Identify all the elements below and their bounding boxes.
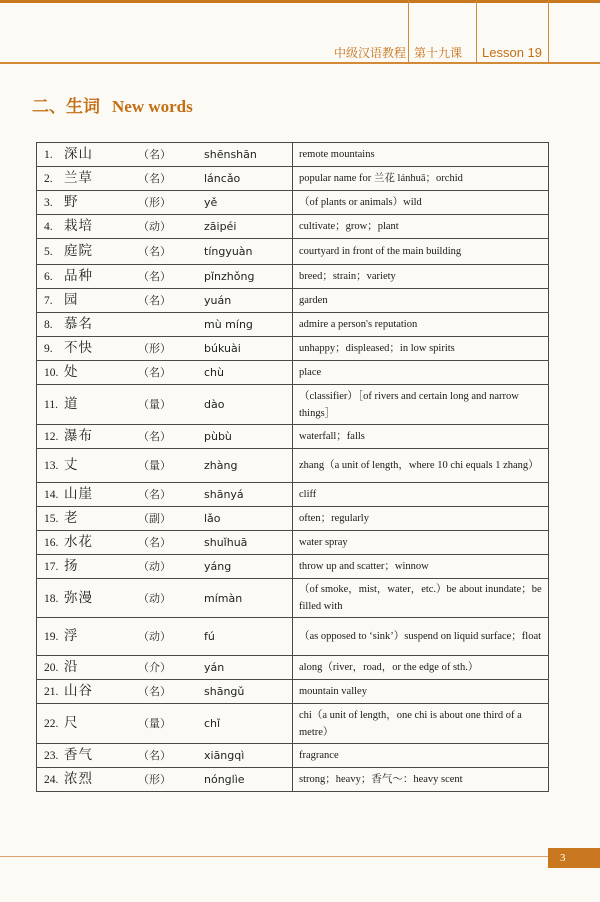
entry-number: 17. <box>44 561 59 573</box>
entry-word: 弥漫 <box>64 589 93 606</box>
entry-pinyin: lǎo <box>204 512 221 525</box>
entry-pos: （名） <box>138 245 171 258</box>
entry-pinyin: shāngǔ <box>204 685 245 698</box>
entry-cell <box>37 385 293 425</box>
entry-pinyin: mímàn <box>204 591 243 605</box>
top-rule <box>0 0 600 3</box>
entry-pinyin: pùbù <box>204 430 232 443</box>
entry-meaning: unhappy；displeased；in low spirits <box>293 337 549 361</box>
entry-number: 23. <box>44 750 59 762</box>
entry-pos: （名） <box>138 172 171 185</box>
entry-meaning: garden <box>293 289 549 313</box>
entry-pos: （名） <box>138 366 171 379</box>
entry-cell <box>37 313 293 337</box>
lesson-en: Lesson 19 <box>482 45 542 60</box>
entry-cell <box>37 239 293 265</box>
entry-meaning: （classifier）［of rivers and certain long and narrow things］ <box>293 385 549 425</box>
entry-number: 16. <box>44 537 59 549</box>
page-tab <box>548 848 600 868</box>
page-number: 3 <box>560 852 566 864</box>
table-row <box>37 215 549 239</box>
entry-pos: （名） <box>138 270 171 283</box>
entry-pinyin: yáng <box>204 560 232 573</box>
entry-cell <box>37 704 293 744</box>
entry-word: 栽培 <box>64 218 93 234</box>
entry-pos: （动） <box>138 560 171 573</box>
entry-pos: （名） <box>138 294 171 307</box>
entry-cell <box>37 167 293 191</box>
entry-cell <box>37 768 293 792</box>
entry-cell <box>37 143 293 167</box>
entry-pinyin: láncǎo <box>204 172 241 185</box>
entry-pos: （形） <box>138 196 171 209</box>
entry-meaning: place <box>293 361 549 385</box>
entry-pinyin: yě <box>204 196 218 209</box>
entry-number: 18. <box>44 592 59 605</box>
entry-cell <box>37 744 293 768</box>
table-row <box>37 337 549 361</box>
header-divider-1 <box>408 0 409 62</box>
entry-meaning: cliff <box>293 483 549 507</box>
entry-pinyin: dào <box>204 398 225 411</box>
entry-number: 13. <box>44 460 59 472</box>
table-row <box>37 143 549 167</box>
entry-cell <box>37 191 293 215</box>
entry-meaning: waterfall；falls <box>293 425 549 449</box>
entry-number: 2. <box>44 173 53 185</box>
entry-word: 山谷 <box>64 683 93 699</box>
entry-cell <box>37 215 293 239</box>
entry-cell <box>37 680 293 704</box>
entry-meaning: along（river，road，or the edge of sth.） <box>293 656 549 680</box>
entry-meaning: mountain valley <box>293 680 549 704</box>
header-divider-2 <box>476 0 477 62</box>
table-row <box>37 656 549 680</box>
entry-pinyin: fú <box>204 630 215 643</box>
entry-number: 12. <box>44 431 59 443</box>
entry-word: 香气 <box>64 747 93 763</box>
entry-number: 14. <box>44 489 59 501</box>
entry-number: 7. <box>44 295 53 307</box>
entry-pos: （动） <box>138 630 171 643</box>
entry-number: 15. <box>44 513 59 525</box>
entry-number: 19. <box>44 631 59 643</box>
entry-cell <box>37 289 293 313</box>
table-row <box>37 507 549 531</box>
entry-word: 处 <box>64 364 79 380</box>
header-rule <box>0 62 600 64</box>
table-row <box>37 425 549 449</box>
entry-word: 不快 <box>64 340 93 356</box>
bottom-rule <box>0 856 548 857</box>
entry-cell <box>37 449 293 483</box>
entry-pos: （形） <box>138 773 171 786</box>
table-row <box>37 768 549 792</box>
table-row <box>37 361 549 385</box>
entry-pos: （名） <box>138 536 171 549</box>
entry-pinyin: pǐnzhǒng <box>204 270 255 283</box>
entry-number: 10. <box>44 367 59 379</box>
entry-pos: （名） <box>138 685 171 698</box>
entry-pinyin: mù míng <box>204 318 253 331</box>
entry-meaning: breed；strain；variety <box>293 265 549 289</box>
entry-pos: （形） <box>138 342 171 355</box>
entry-word: 沿 <box>64 659 79 675</box>
entry-number: 6. <box>44 271 53 283</box>
entry-pos: （名） <box>138 749 171 762</box>
entry-meaning: cultivate；grow；plant <box>293 215 549 239</box>
entry-meaning: courtyard in front of the main building <box>293 239 549 265</box>
table-row <box>37 191 549 215</box>
entry-number: 21. <box>44 686 59 698</box>
table-row <box>37 704 549 744</box>
table-row <box>37 483 549 507</box>
entry-cell <box>37 531 293 555</box>
section-title-en: New words <box>112 97 193 116</box>
entry-number: 3. <box>44 197 53 209</box>
vocab-table <box>36 142 549 792</box>
entry-meaning: chi（a unit of length，one chi is about one third of a metre） <box>293 704 549 744</box>
table-row <box>37 449 549 483</box>
entry-word: 慕名 <box>64 316 93 332</box>
table-row <box>37 531 549 555</box>
entry-word: 园 <box>64 292 79 308</box>
entry-pos: （量） <box>138 398 171 411</box>
table-row <box>37 385 549 425</box>
table-row <box>37 618 549 656</box>
entry-meaning: strong；heavy；香气～：heavy scent <box>293 768 549 792</box>
entry-meaning: （of plants or animals）wild <box>293 191 549 215</box>
table-row <box>37 313 549 337</box>
entry-pinyin: shānyá <box>204 488 244 501</box>
entry-meaning: admire a person's reputation <box>293 313 549 337</box>
entry-meaning: zhang（a unit of length，where 10 chi equals 1 zhang） <box>293 449 549 483</box>
entry-pinyin: chù <box>204 366 224 379</box>
section-title <box>32 94 193 120</box>
entry-pinyin: xiāngqì <box>204 749 245 762</box>
entry-number: 5. <box>44 246 53 258</box>
entry-cell <box>37 425 293 449</box>
entry-cell <box>37 656 293 680</box>
entry-number: 24. <box>44 774 59 786</box>
entry-word: 浮 <box>64 628 79 644</box>
entry-pos: （名） <box>138 148 171 161</box>
entry-cell <box>37 337 293 361</box>
entry-word: 扬 <box>64 558 79 574</box>
entry-number: 11. <box>44 399 58 411</box>
header-divider-3 <box>548 0 549 62</box>
entry-word: 老 <box>64 510 79 526</box>
entry-number: 1. <box>44 149 53 161</box>
table-row <box>37 555 549 579</box>
entry-number: 9. <box>44 343 53 355</box>
entry-pinyin: yán <box>204 661 225 674</box>
entry-pinyin: shēnshān <box>204 148 257 161</box>
entry-pos: （名） <box>138 430 171 443</box>
entry-cell <box>37 265 293 289</box>
entry-meaning: （of smoke，mist，water，etc.）be about inundate；be filled with <box>293 579 549 618</box>
table-row <box>37 680 549 704</box>
table-row <box>37 167 549 191</box>
entry-word: 兰草 <box>64 170 93 186</box>
entry-cell <box>37 361 293 385</box>
entry-meaning: throw up and scatter；winnow <box>293 555 549 579</box>
entry-pinyin: zāipéi <box>204 220 237 233</box>
entry-word: 尺 <box>64 715 79 731</box>
entry-pinyin: chǐ <box>204 717 221 730</box>
entry-number: 20. <box>44 662 59 674</box>
entry-meaning: remote mountains <box>293 143 549 167</box>
table-row <box>37 239 549 265</box>
entry-pos: （动） <box>138 591 171 605</box>
entry-word: 庭院 <box>64 243 93 259</box>
entry-cell <box>37 555 293 579</box>
entry-pos: （介） <box>138 661 171 674</box>
entry-pos: （名） <box>138 488 171 501</box>
entry-cell <box>37 483 293 507</box>
table-row <box>37 579 549 618</box>
entry-number: 8. <box>44 319 53 331</box>
entry-pinyin: shuǐhuā <box>204 536 248 549</box>
entry-word: 瀑布 <box>64 428 93 444</box>
entry-meaning: often；regularly <box>293 507 549 531</box>
entry-pinyin: zhàng <box>204 459 238 472</box>
book-title: 中级汉语教程 <box>334 46 407 60</box>
section-title-cn: 二、生词 <box>32 97 100 117</box>
entry-word: 水花 <box>64 534 93 550</box>
lesson-cn: 第十九课 <box>414 46 463 60</box>
entry-meaning: popular name for 兰花 lánhuā；orchid <box>293 167 549 191</box>
entry-pos: （量） <box>138 459 171 472</box>
table-row <box>37 744 549 768</box>
entry-pinyin: nónglìe <box>204 773 245 786</box>
entry-word: 丈 <box>64 457 79 473</box>
entry-word: 道 <box>64 396 79 412</box>
entry-meaning: water spray <box>293 531 549 555</box>
entry-word: 品种 <box>64 268 93 284</box>
entry-number: 4. <box>44 221 53 233</box>
entry-pos: （量） <box>138 717 171 730</box>
entry-pinyin: tíngyuàn <box>204 245 253 258</box>
entry-word: 浓烈 <box>64 771 93 787</box>
entry-cell <box>37 579 293 618</box>
entry-cell <box>37 618 293 656</box>
entry-pinyin: yuán <box>204 294 232 307</box>
entry-meaning: fragrance <box>293 744 549 768</box>
entry-word: 深山 <box>64 146 93 162</box>
entry-pos: （副） <box>138 512 171 525</box>
table-row <box>37 289 549 313</box>
entry-pinyin: búkuài <box>204 342 241 355</box>
entry-cell <box>37 507 293 531</box>
entry-number: 22. <box>44 718 59 730</box>
entry-pos: （动） <box>138 220 171 233</box>
entry-word: 野 <box>64 194 79 210</box>
entry-meaning: （as opposed to ‘sink’）suspend on liquid surface；float <box>293 618 549 656</box>
table-row <box>37 265 549 289</box>
entry-word: 山崖 <box>64 486 93 502</box>
